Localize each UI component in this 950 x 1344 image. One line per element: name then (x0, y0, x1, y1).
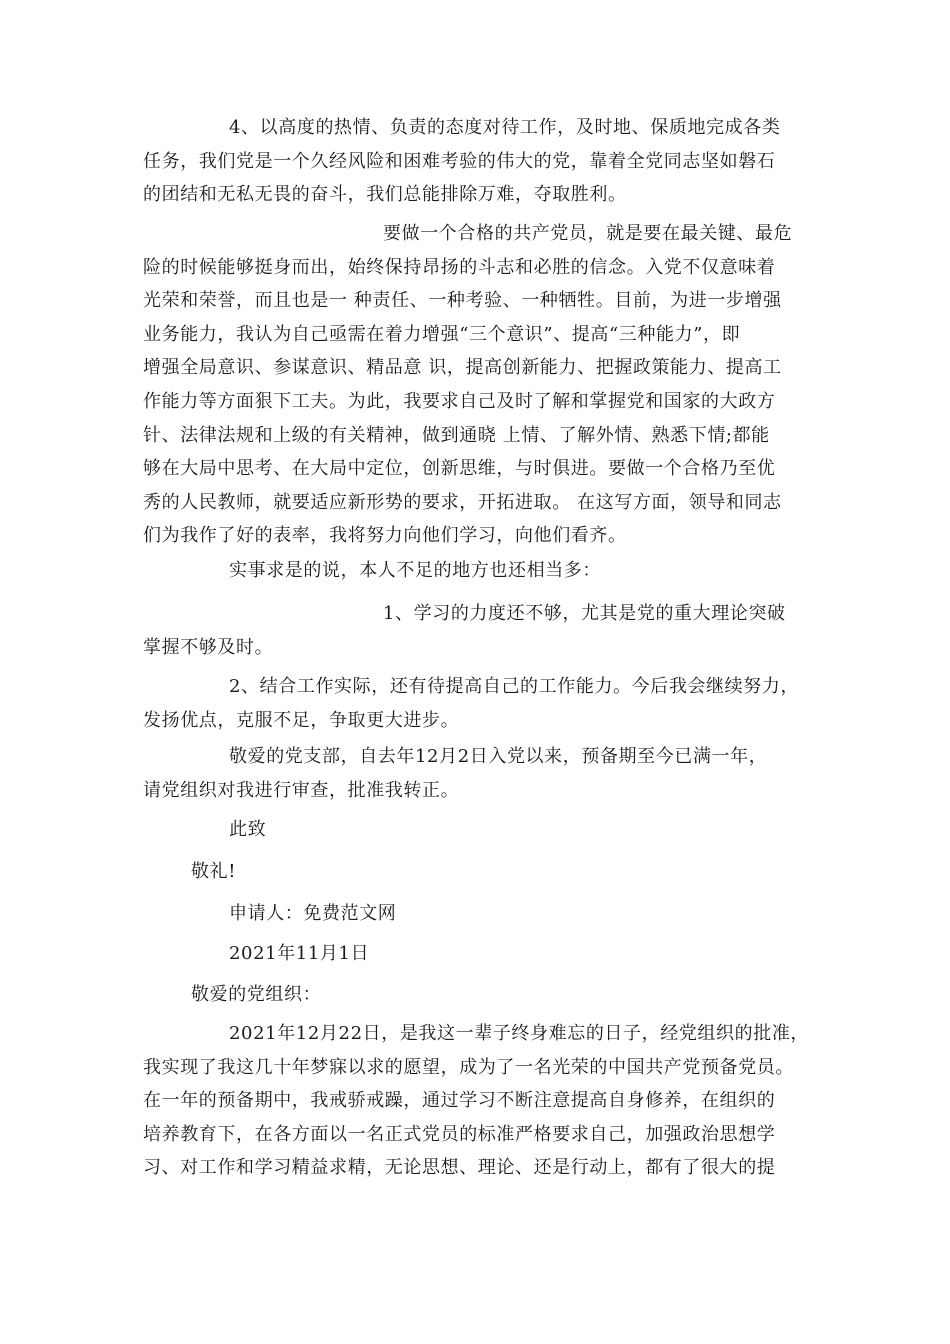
text-line: 培养教育下，在各方面以一名正式党员的标准严格要求自己，加强政治思想学 (143, 1123, 776, 1145)
text-line: 实事求是的说，本人不足的地方也还相当多： (229, 560, 601, 581)
paragraph-shortcomings-intro (143, 554, 803, 588)
text-line: 任务，我们党是一个久经风险和困难考验的伟大的党，靠着全党同志坚如磐石 (143, 150, 776, 172)
text-line: 习、对工作和学习精益求精，无论思想、理论、还是行动上，都有了很大的提 (143, 1157, 776, 1179)
text-line: 要做一个合格的共产党员，就是要在最关键、最危 (383, 223, 793, 244)
closing-jingli (143, 855, 803, 889)
paragraph-request (143, 740, 803, 807)
text-line: 增强全局意识、参谋意识、精品意 识，提高创新能力、把握政策能力、提高工 (143, 357, 782, 379)
text-line: 够在大局中思考、在大局中定位，创新思维，与时俱进。要做一个合格乃至优 (143, 458, 776, 480)
text-line: 1、学习的力度还不够，尤其是党的重大理论突破 (383, 603, 786, 624)
text-line: 发扬优点，克服不足，争取更大进步。 (143, 709, 460, 731)
salutation (143, 978, 803, 1012)
text-line: 敬爱的党组织： (191, 984, 322, 1005)
text-line: 秀的人民教师，就要适应新形势的要求，开拓进取。 在这写方面，领导和同志 (143, 491, 782, 513)
text-line: 请党组织对我进行审查，批准我转正。 (143, 779, 460, 801)
paragraph-shortcoming-1 (143, 597, 803, 664)
text-line: 光荣和荣誉，而且也是一 种责任、一种考验、一种牺牲。目前，为进一步增强 (143, 290, 782, 312)
text-line: 们为我作了好的表率，我将努力向他们学习，向他们看齐。 (143, 525, 627, 547)
text-line: 我实现了我这几十年梦寐以求的愿望，成为了一名光荣的中国共产党预备党员。 (143, 1056, 794, 1078)
paragraph-second-letter-body (143, 1017, 810, 1185)
paragraph-work-attitude (143, 111, 803, 212)
closing-cizhi (143, 813, 803, 847)
text-line: 2021年12月22日，是我这一辈子终身难忘的日子，经党组织的批准， (229, 1023, 810, 1044)
letter-date (143, 937, 803, 971)
paragraph-qualified-member (143, 217, 803, 553)
applicant-signature (143, 897, 803, 931)
text-line: 敬礼! (191, 861, 237, 882)
text-line: 险的时候能够挺身而出，始终保持昂扬的斗志和必胜的信念。入党不仅意味着 (143, 256, 776, 278)
text-line: 掌握不够及时。 (143, 636, 274, 658)
text-line: 此致 (229, 819, 267, 840)
text-line: 2、结合工作实际，还有待提高自己的工作能力。今后我会继续努力， (229, 676, 800, 697)
text-line: 作能力等方面狠下工夫。为此，我要求自己及时了解和掌握党和国家的大政方 (143, 390, 776, 412)
text-line: 业务能力，我认为自己亟需在着力增强“三个意识”、提高“三种能力”，即 (143, 323, 741, 345)
text-line: 敬爱的党支部，自去年12月2日入党以来，预备期至今已满一年， (229, 746, 768, 767)
text-line: 申请人：免费范文网 (229, 903, 397, 924)
text-line: 4、以高度的热情、负责的态度对待工作，及时地、保质地完成各类 (229, 117, 781, 138)
text-line: 针、法律法规和上级的有关精神，做到通晓 上情、了解外情、熟悉下情;都能 (143, 424, 770, 446)
paragraph-shortcoming-2 (143, 670, 803, 737)
text-line: 在一年的预备期中，我戒骄戒躁，通过学习不断注意提高自身修养，在组织的 (143, 1090, 776, 1112)
text-line: 的团结和无私无畏的奋斗，我们总能排除万难，夺取胜利。 (143, 184, 627, 206)
text-line: 2021年11月1日 (229, 943, 370, 964)
